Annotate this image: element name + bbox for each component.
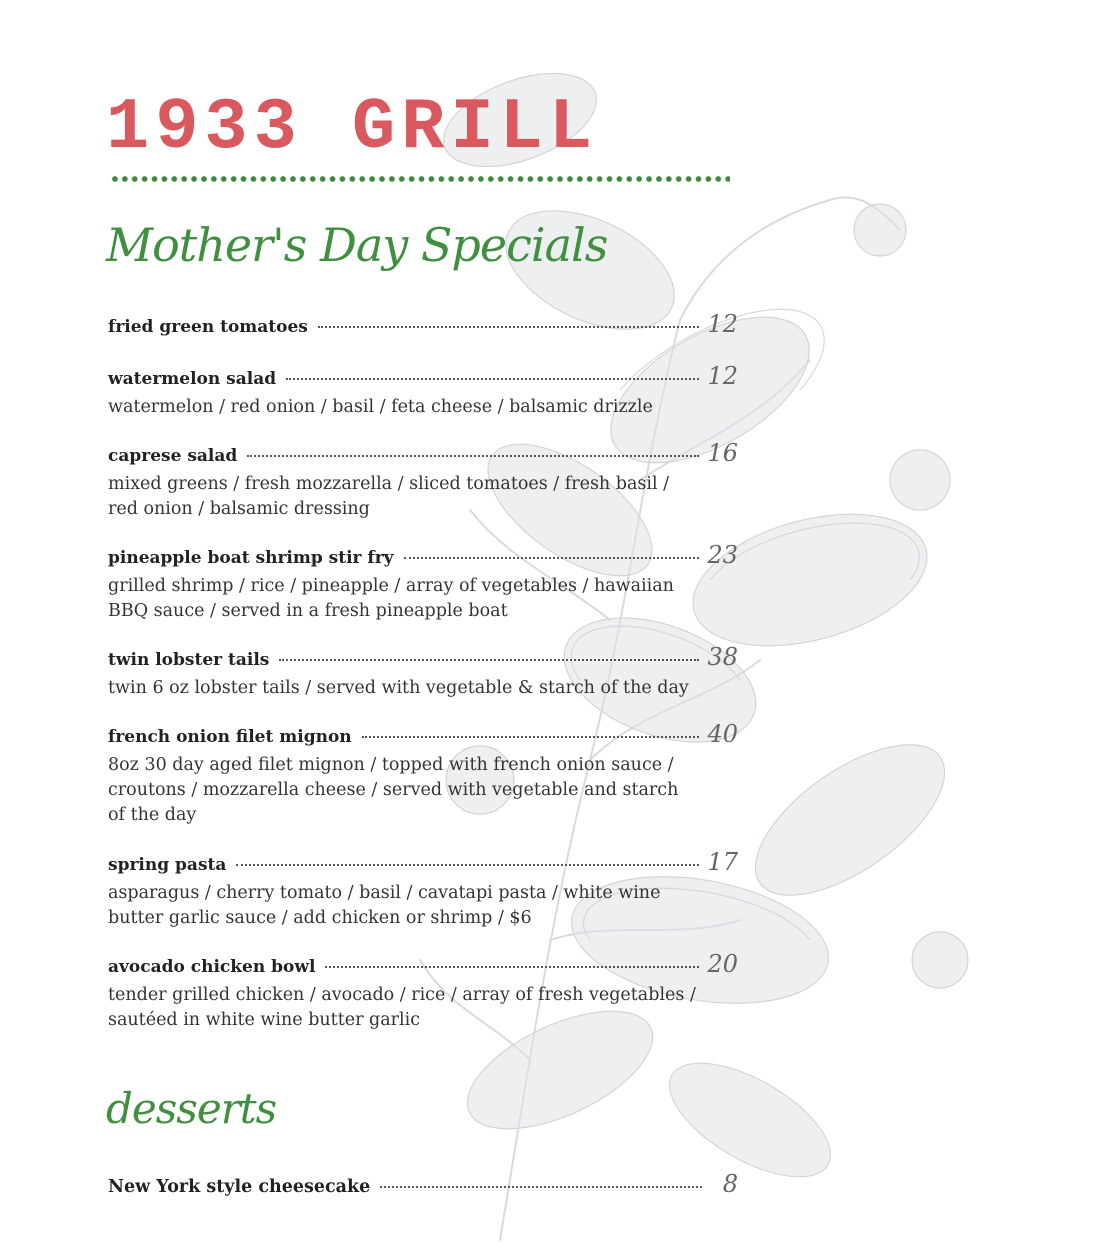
- item-name: watermelon salad: [108, 369, 277, 389]
- menu-item-spring-pasta: [108, 850, 738, 931]
- item-name: spring pasta: [108, 855, 227, 875]
- dot-leader: [247, 455, 699, 457]
- menu-item-pineapple-boat-shrimp-stir-fry: [108, 543, 738, 624]
- dot-leader: [325, 966, 699, 968]
- item-price: 8: [722, 1170, 738, 1198]
- item-name: twin lobster tails: [108, 650, 270, 670]
- menu-item-watermelon-salad: [108, 364, 738, 420]
- dotted-divider: [110, 174, 730, 184]
- restaurant-title: 1933 GRILL: [106, 87, 599, 169]
- item-name: pineapple boat shrimp stir fry: [108, 548, 394, 568]
- dot-leader: [279, 659, 699, 661]
- menu-item-twin-lobster-tails: [108, 645, 738, 701]
- item-header: [108, 364, 738, 389]
- item-header: [108, 952, 738, 977]
- item-price: 12: [707, 310, 738, 338]
- item-header: [108, 645, 738, 670]
- menu-item-avocado-chicken-bowl: [108, 952, 738, 1033]
- specials-heading: Mother's Day Specials: [106, 218, 608, 272]
- dot-leader: [318, 326, 700, 328]
- menu-item-fried-green-tomatoes: [108, 312, 738, 337]
- item-description: tender grilled chicken / avocado / rice / array of fresh vegetables / sautéed in white wine butter garlic: [108, 985, 696, 1030]
- menu-item-caprese-salad: [108, 441, 738, 522]
- item-header: [108, 312, 738, 337]
- item-header: [108, 850, 738, 875]
- item-header: [108, 1172, 738, 1197]
- item-price: 16: [707, 439, 738, 467]
- item-name: french onion filet mignon: [108, 727, 352, 747]
- item-header: [108, 543, 738, 568]
- item-description: grilled shrimp / rice / pineapple / array of vegetables / hawaiian BBQ sauce / served in a fresh pineapple boat: [108, 576, 674, 621]
- item-price: 17: [707, 848, 738, 876]
- item-name: New York style cheesecake: [108, 1177, 371, 1197]
- item-price: 12: [707, 362, 738, 390]
- menu-item-new-york-style-cheesecake: [108, 1172, 738, 1197]
- item-price: 23: [707, 541, 738, 569]
- item-name: caprese salad: [108, 446, 238, 466]
- item-price: 20: [707, 950, 738, 978]
- item-description: 8oz 30 day aged filet mignon / topped with french onion sauce / croutons / mozzarella cheese / served with vegetable and starch of the day: [108, 755, 679, 825]
- item-price: 40: [707, 720, 738, 748]
- desserts-heading: desserts: [106, 1084, 277, 1133]
- item-header: [108, 722, 738, 747]
- dot-leader: [362, 736, 700, 738]
- item-description: watermelon / red onion / basil / feta cheese / balsamic drizzle: [108, 397, 653, 417]
- dot-leader: [404, 557, 700, 559]
- item-name: avocado chicken bowl: [108, 957, 316, 977]
- item-header: [108, 441, 738, 466]
- item-price: 38: [707, 643, 738, 671]
- item-name: fried green tomatoes: [108, 317, 308, 337]
- item-description: asparagus / cherry tomato / basil / cavatapi pasta / white wine butter garlic sauce / add chicken or shrimp / $6: [108, 883, 661, 928]
- dot-leader: [236, 864, 699, 866]
- dot-leader: [380, 1186, 702, 1188]
- item-description: twin 6 oz lobster tails / served with vegetable & starch of the day: [108, 678, 689, 698]
- dot-leader: [286, 378, 699, 380]
- menu-item-french-onion-filet-mignon: [108, 722, 738, 828]
- item-description: mixed greens / fresh mozzarella / sliced tomatoes / fresh basil / red onion / balsamic dressing: [108, 474, 670, 519]
